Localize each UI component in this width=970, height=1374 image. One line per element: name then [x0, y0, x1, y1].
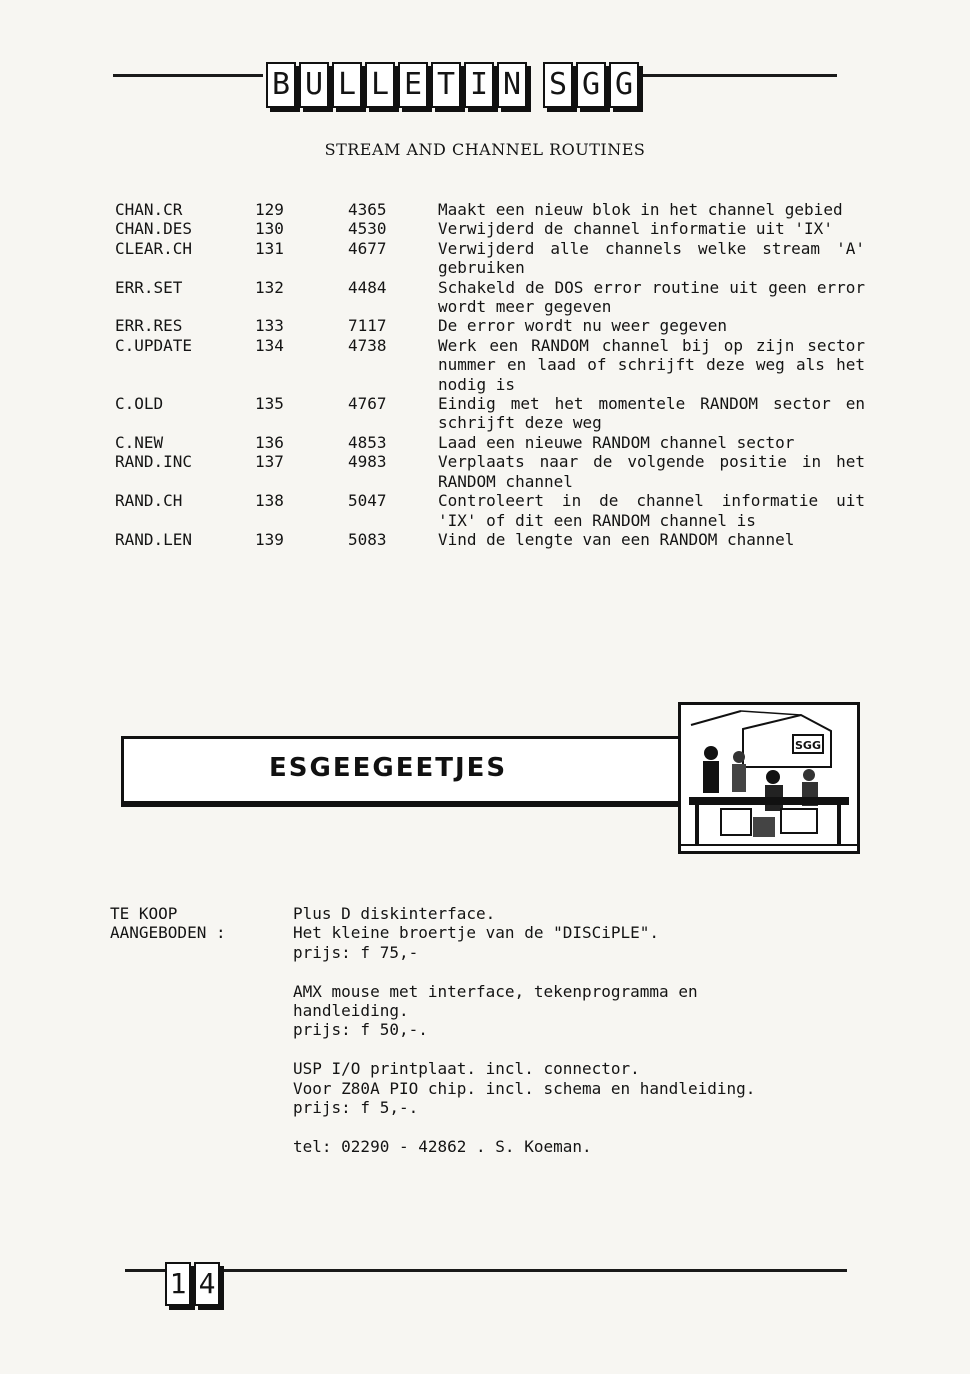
title-letter: G: [576, 62, 606, 108]
title-letter: E: [398, 62, 428, 108]
routine-number: 136: [255, 432, 284, 452]
routine-name: RAND.INC: [115, 452, 193, 472]
routine-description: Verwijderd de channel informatie uit 'IX': [438, 219, 833, 239]
routine-description: Laad een nieuwe RANDOM channel sector: [438, 432, 795, 452]
routine-number: 135: [255, 394, 284, 414]
esgeegeetjes-banner: [121, 736, 719, 804]
routine-name: ERR.RES: [115, 316, 183, 336]
ad-label: [110, 904, 226, 943]
routine-description: Vind de lengte van een RANDOM channel: [438, 529, 795, 549]
routine-name: C.UPDATE: [115, 335, 193, 355]
routine-description: Werk een RANDOM channel bij op zijn sector nummer en laad of schrijft deze weg als het nodig is: [438, 335, 865, 394]
routine-address: 4365: [348, 200, 387, 219]
routine-description: De error wordt nu weer gegeven: [438, 316, 727, 336]
title-letter: L: [332, 62, 362, 108]
routine-description: Verplaats naar de volgende positie in het RANDOM channel: [438, 452, 865, 491]
ad-item: [293, 1137, 870, 1156]
table-row: [115, 336, 865, 394]
page-number: [165, 1262, 220, 1306]
routine-name: C.NEW: [115, 432, 164, 452]
routine-number: 138: [255, 491, 284, 511]
title-letter: I: [464, 62, 494, 108]
title-letter: S: [543, 62, 573, 108]
ad-line: Plus D diskinterface.: [293, 904, 496, 923]
routine-address: 4484: [348, 277, 387, 297]
routine-number: 129: [255, 200, 284, 219]
title-letter: B: [266, 62, 296, 108]
ad-line: prijs: f 50,-.: [293, 1020, 428, 1040]
ad-line: handleiding.: [293, 1001, 409, 1021]
routine-number: 130: [255, 219, 284, 239]
routine-address: 4853: [348, 432, 387, 452]
cartoon-illustration: [681, 705, 857, 851]
routine-description: Schakeld de DOS error routine uit geen error wordt meer gegeven: [438, 277, 865, 317]
routine-description: Controleert in de channel informatie uit 'IX' of dit een RANDOM channel is: [438, 491, 865, 530]
routine-description: Maakt een nieuw blok in het channel gebied: [438, 200, 843, 219]
sgg-cartoon-icon: [678, 702, 860, 854]
table-row: [115, 316, 865, 335]
routine-address: 7117: [348, 316, 387, 336]
title-letter: G: [609, 62, 639, 108]
routine-name: ERR.SET: [115, 277, 183, 297]
banner-title: ESGEEGEETJES: [269, 753, 508, 783]
title-letter: T: [431, 62, 461, 108]
classified-ads: [110, 904, 870, 1176]
ad-item: [293, 982, 870, 1040]
routine-name: RAND.LEN: [115, 529, 193, 549]
routine-address: 4738: [348, 335, 387, 355]
title-gap: [530, 62, 540, 104]
page-digit: 1: [165, 1262, 191, 1306]
ad-line: Het kleine broertje van de "DISCiPLE".: [293, 923, 660, 943]
routine-number: 134: [255, 335, 284, 355]
cartoon-sign: SGG: [795, 739, 821, 752]
ad-body: [293, 904, 870, 1156]
table-row: [115, 219, 865, 238]
routine-address: 5083: [348, 529, 387, 549]
ad-item: [293, 904, 870, 962]
routine-description: Verwijderd alle channels welke stream 'A' gebruiken: [438, 238, 865, 278]
page-digit: 4: [194, 1262, 220, 1306]
table-row: [115, 433, 865, 452]
table-row: [115, 491, 865, 530]
routine-number: 132: [255, 277, 284, 297]
routine-number: 137: [255, 452, 284, 472]
table-row: [115, 394, 865, 433]
ad-contact: tel: 02290 - 42862 . S. Koeman.: [293, 1136, 592, 1156]
table-row: [115, 278, 865, 317]
ad-line: prijs: f 5,-.: [293, 1098, 419, 1118]
routine-name: RAND.CH: [115, 491, 183, 511]
routine-address: 4677: [348, 238, 387, 258]
page-subtitle: STREAM AND CHANNEL ROUTINES: [324, 140, 646, 159]
header-rule-left: [113, 74, 263, 77]
routine-table: [115, 200, 865, 549]
routine-address: 4983: [348, 452, 387, 472]
routine-name: C.OLD: [115, 394, 164, 414]
title-letter: N: [497, 62, 527, 108]
footer-rule: [125, 1269, 847, 1272]
ad-label-line: TE KOOP: [110, 904, 178, 923]
ad-line: Voor Z80A PIO chip. incl. schema en handleiding.: [293, 1078, 756, 1098]
routine-number: 133: [255, 316, 284, 336]
routine-description: Eindig met het momentele RANDOM sector en schrijft deze weg: [438, 394, 865, 433]
routine-number: 139: [255, 529, 284, 549]
routine-number: 131: [255, 238, 284, 258]
routine-address: 4767: [348, 394, 387, 414]
table-row: [115, 530, 865, 549]
header-rule-right: [640, 74, 837, 77]
ad-label-line: AANGEBODEN :: [110, 923, 226, 943]
title-letter: L: [365, 62, 395, 108]
ad-line: AMX mouse met interface, tekenprogramma en: [293, 981, 698, 1001]
routine-address: 4530: [348, 219, 387, 239]
ad-line: prijs: f 75,-: [293, 942, 419, 962]
table-row: [115, 200, 865, 219]
routine-name: CLEAR.CH: [115, 238, 193, 258]
bulletin-title: [266, 62, 639, 108]
table-row: [115, 239, 865, 278]
ad-item: [293, 1059, 870, 1117]
routine-name: CHAN.DES: [115, 219, 193, 239]
ad-line: USP I/O printplaat. incl. connector.: [293, 1059, 640, 1079]
table-row: [115, 452, 865, 491]
routine-address: 5047: [348, 491, 387, 511]
title-letter: U: [299, 62, 329, 108]
routine-name: CHAN.CR: [115, 200, 183, 219]
